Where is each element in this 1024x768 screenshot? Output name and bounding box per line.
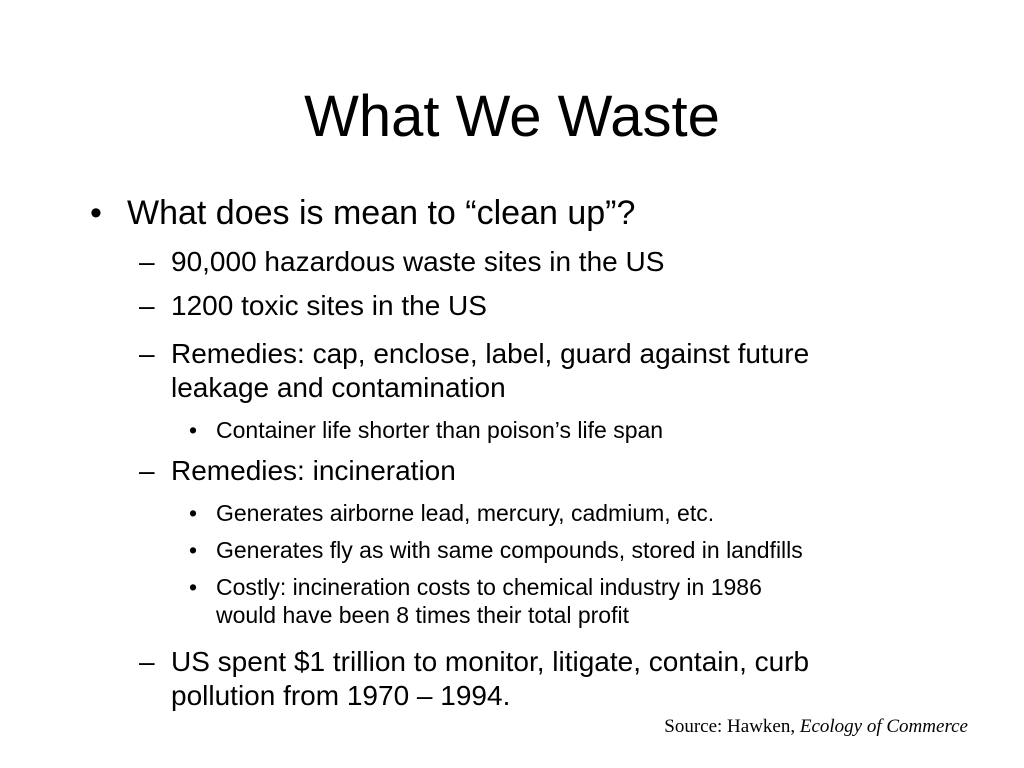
- bullet-marker: •: [189, 537, 198, 563]
- sub-item-text-line-2: pollution from 1970 – 1994.: [171, 680, 511, 711]
- bullet-text: What does is mean to “clean up”?: [127, 194, 636, 232]
- sub-item-text: 1200 toxic sites in the US: [171, 290, 487, 321]
- sub-item-us-spent: [139, 645, 971, 713]
- slide-title: What We Waste: [304, 84, 720, 149]
- sub-sub-item-text-line-1: Costly: incineration costs to chemical industry in 1986: [216, 574, 762, 600]
- sub-sub-item-text: Container life shorter than poison’s life span: [216, 417, 664, 443]
- bullet-marker: •: [189, 500, 198, 526]
- bullet-marker: •: [189, 574, 198, 600]
- sub-sub-item-text: Generates airborne lead, mercury, cadmium, etc.: [216, 500, 715, 526]
- sub-sub-item-text: Generates fly as with same compounds, stored in landfills: [216, 537, 803, 563]
- sub-item-text: 90,000 hazardous waste sites in the US: [171, 246, 665, 277]
- dash-marker: –: [139, 646, 155, 677]
- sub-sub-item-text-line-2: would have been 8 times their total profit: [216, 602, 629, 628]
- sub-item-toxic-sites: [139, 289, 971, 323]
- sub-sub-item-costly: [189, 573, 956, 629]
- dash-marker: –: [139, 338, 155, 369]
- sub-sub-item-container-life: [189, 416, 956, 444]
- sub-item-hazardous-sites: [139, 245, 971, 279]
- dash-marker: –: [139, 246, 155, 277]
- bullet-clean-up-question: [90, 193, 636, 233]
- bullet-marker: •: [90, 194, 102, 232]
- dash-marker: –: [139, 455, 155, 486]
- source-citation: [664, 715, 968, 739]
- sub-sub-item-fly-ash: [189, 536, 956, 564]
- sub-item-remedies-cap: [139, 337, 971, 405]
- sub-item-remedies-incineration: [139, 454, 971, 488]
- sub-item-text: Remedies: incineration: [171, 455, 456, 486]
- dash-marker: –: [139, 290, 155, 321]
- source-prefix: Source: Hawken,: [664, 716, 800, 737]
- sub-item-text-line-1: US spent $1 trillion to monitor, litigate, contain, curb: [171, 646, 810, 677]
- sub-sub-item-airborne-lead: [189, 499, 956, 527]
- sub-item-text-line-2: leakage and contamination: [171, 372, 506, 403]
- source-work-title: Ecology of Commerce: [799, 716, 968, 737]
- sub-item-text-line-1: Remedies: cap, enclose, label, guard against future: [171, 338, 810, 369]
- bullet-marker: •: [189, 417, 198, 443]
